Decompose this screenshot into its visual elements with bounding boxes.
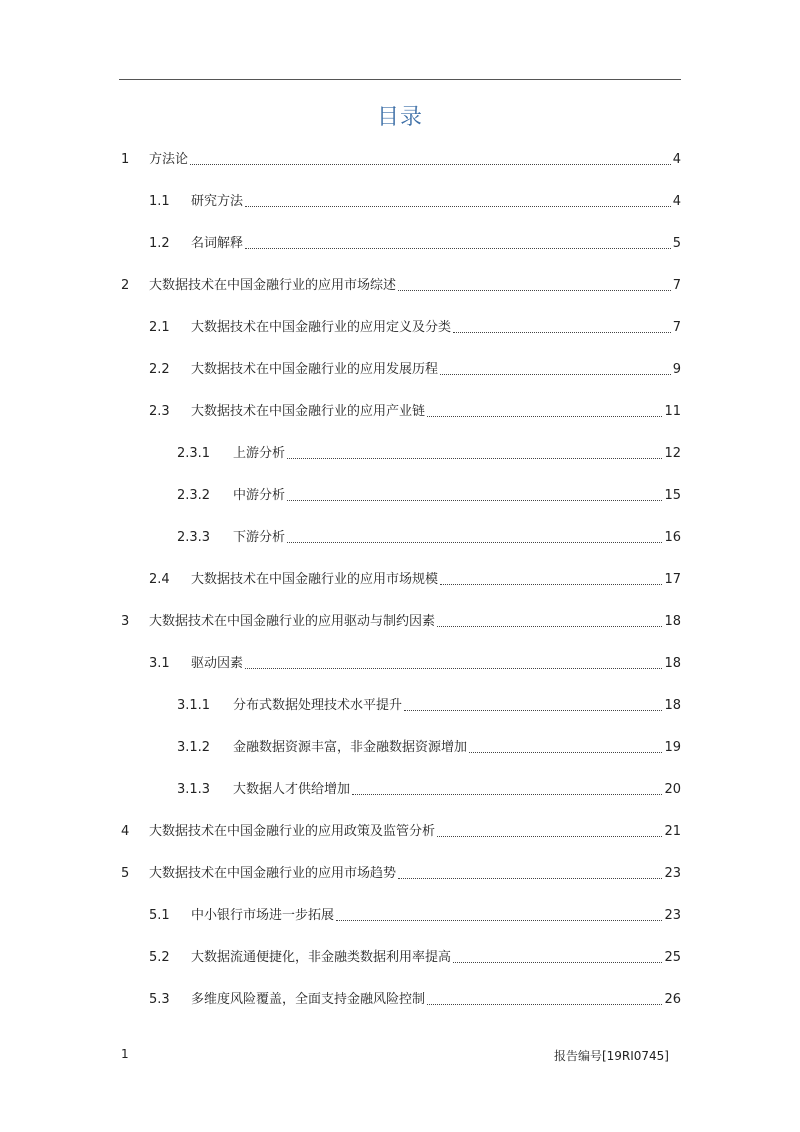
toc-dot-leader — [437, 626, 662, 627]
toc-entry-number: 3.1.1 — [177, 698, 211, 713]
toc-entry-number: 2.1 — [149, 320, 170, 335]
toc-entry-number: 5.3 — [149, 992, 170, 1007]
toc-entry-page: 4 — [672, 152, 681, 167]
toc-dot-leader — [469, 752, 662, 753]
toc-entry-page: 9 — [672, 362, 681, 377]
toc-entry-page: 23 — [664, 866, 681, 881]
toc-entry-title: 多维度风险覆盖，全面支持金融风险控制 — [191, 992, 426, 1007]
toc-entry[interactable] — [119, 696, 681, 716]
toc-entry-title: 大数据技术在中国金融行业的应用驱动与制约因素 — [149, 614, 436, 629]
toc-dot-leader — [437, 836, 662, 837]
toc-entry-number: 4 — [121, 824, 130, 839]
toc-entry-number: 2 — [121, 278, 130, 293]
toc-dot-leader — [245, 206, 671, 207]
toc-entry[interactable] — [119, 990, 681, 1010]
toc-entry-page: 18 — [664, 698, 681, 713]
toc-entry-title: 驱动因素 — [191, 656, 244, 671]
toc-entry-title: 大数据技术在中国金融行业的应用市场规模 — [191, 572, 439, 587]
toc-entry-title: 中游分析 — [233, 488, 286, 503]
toc-entry-title: 大数据技术在中国金融行业的应用发展历程 — [191, 362, 439, 377]
toc-entry-title: 名词解释 — [191, 236, 244, 251]
toc-entry-number: 3 — [121, 614, 130, 629]
toc-entry[interactable] — [119, 192, 681, 212]
toc-entry-number: 3.1.3 — [177, 782, 211, 797]
toc-entry[interactable] — [119, 654, 681, 674]
toc-entry[interactable] — [119, 150, 681, 170]
toc-title: 目录 — [376, 105, 423, 130]
toc-entry-page: 4 — [672, 194, 681, 209]
toc-entry-number: 5 — [121, 866, 130, 881]
toc-entry-title: 中小银行市场进一步拓展 — [191, 908, 335, 923]
toc-entry-number: 2.3 — [149, 404, 170, 419]
toc-entry-title: 大数据技术在中国金融行业的应用产业链 — [191, 404, 426, 419]
toc-entry[interactable] — [119, 444, 681, 464]
toc-entry-page: 20 — [664, 782, 681, 797]
toc-entry-title: 方法论 — [149, 152, 189, 167]
toc-entry-number: 2.2 — [149, 362, 170, 377]
toc-dot-leader — [404, 710, 662, 711]
toc-entry-title: 大数据技术在中国金融行业的应用政策及监管分析 — [149, 824, 436, 839]
toc-entry-page: 12 — [664, 446, 681, 461]
toc-dot-leader — [352, 794, 662, 795]
toc-dot-leader — [398, 290, 671, 291]
toc-entry-number: 2.3.2 — [177, 488, 211, 503]
toc-entry-page: 25 — [664, 950, 681, 965]
toc-entry[interactable] — [119, 528, 681, 548]
toc-entry[interactable] — [119, 318, 681, 338]
toc-entry-page: 15 — [664, 488, 681, 503]
toc-entry[interactable] — [119, 570, 681, 590]
toc-entry-title: 上游分析 — [233, 446, 286, 461]
toc-dot-leader — [287, 500, 662, 501]
toc-dot-leader — [398, 878, 662, 879]
toc-entry-page: 7 — [672, 320, 681, 335]
toc-entry-page: 11 — [664, 404, 681, 419]
toc-dot-leader — [453, 962, 662, 963]
toc-entry[interactable] — [119, 780, 681, 800]
toc-entry-number: 3.1.2 — [177, 740, 211, 755]
header-rule — [119, 79, 681, 80]
toc-entry-number: 3.1 — [149, 656, 170, 671]
toc-entry-number: 5.1 — [149, 908, 170, 923]
toc-entry-number: 1.2 — [149, 236, 170, 251]
toc-entry[interactable] — [119, 822, 681, 842]
toc-entry-title: 大数据技术在中国金融行业的应用市场综述 — [149, 278, 397, 293]
toc-dot-leader — [440, 584, 662, 585]
toc-entry-title: 大数据人才供给增加 — [233, 782, 351, 797]
toc-entry-page: 7 — [672, 278, 681, 293]
toc-dot-leader — [336, 920, 662, 921]
toc-entry-page: 23 — [664, 908, 681, 923]
toc-entry[interactable] — [119, 276, 681, 296]
toc-entry[interactable] — [119, 948, 681, 968]
toc-dot-leader — [287, 542, 662, 543]
toc-entry-title: 研究方法 — [191, 194, 244, 209]
toc-entry-number: 2.4 — [149, 572, 170, 587]
toc-entry-page: 5 — [672, 236, 681, 251]
toc-dot-leader — [190, 164, 671, 165]
toc-entry-title: 大数据技术在中国金融行业的应用定义及分类 — [191, 320, 452, 335]
toc-entry-page: 19 — [664, 740, 681, 755]
toc-entry[interactable] — [119, 864, 681, 884]
toc-entry-title: 大数据技术在中国金融行业的应用市场趋势 — [149, 866, 397, 881]
toc-entry-number: 1 — [121, 152, 130, 167]
toc-entry[interactable] — [119, 402, 681, 422]
toc-entry-page: 16 — [664, 530, 681, 545]
toc-entry-number: 5.2 — [149, 950, 170, 965]
toc-entry[interactable] — [119, 360, 681, 380]
toc-dot-leader — [427, 416, 662, 417]
toc-dot-leader — [245, 248, 671, 249]
toc-entry-number: 1.1 — [149, 194, 170, 209]
toc-entry-page: 17 — [664, 572, 681, 587]
toc-entry[interactable] — [119, 738, 681, 758]
toc-dot-leader — [245, 668, 662, 669]
toc-dot-leader — [453, 332, 671, 333]
toc-entry[interactable] — [119, 906, 681, 926]
toc-entry-page: 26 — [664, 992, 681, 1007]
toc-entry[interactable] — [119, 234, 681, 254]
toc-entry-title: 金融数据资源丰富，非金融数据资源增加 — [233, 740, 468, 755]
toc-dot-leader — [287, 458, 662, 459]
footer-page-number: 1 — [121, 1047, 129, 1061]
toc-entry-number: 2.3.1 — [177, 446, 211, 461]
toc-entry[interactable] — [119, 612, 681, 632]
toc-entry-title: 大数据流通便捷化，非金融类数据利用率提高 — [191, 950, 452, 965]
toc-dot-leader — [440, 374, 671, 375]
toc-entry-number: 2.3.3 — [177, 530, 211, 545]
footer-report-id: 报告编号[19RI0745] — [553, 1049, 669, 1063]
toc-entry-title: 分布式数据处理技术水平提升 — [233, 698, 403, 713]
toc-entry-title: 下游分析 — [233, 530, 286, 545]
toc-dot-leader — [427, 1004, 662, 1005]
toc-entry-page: 18 — [664, 614, 681, 629]
toc-entry-page: 21 — [664, 824, 681, 839]
toc-entry[interactable] — [119, 486, 681, 506]
toc-entry-page: 18 — [664, 656, 681, 671]
